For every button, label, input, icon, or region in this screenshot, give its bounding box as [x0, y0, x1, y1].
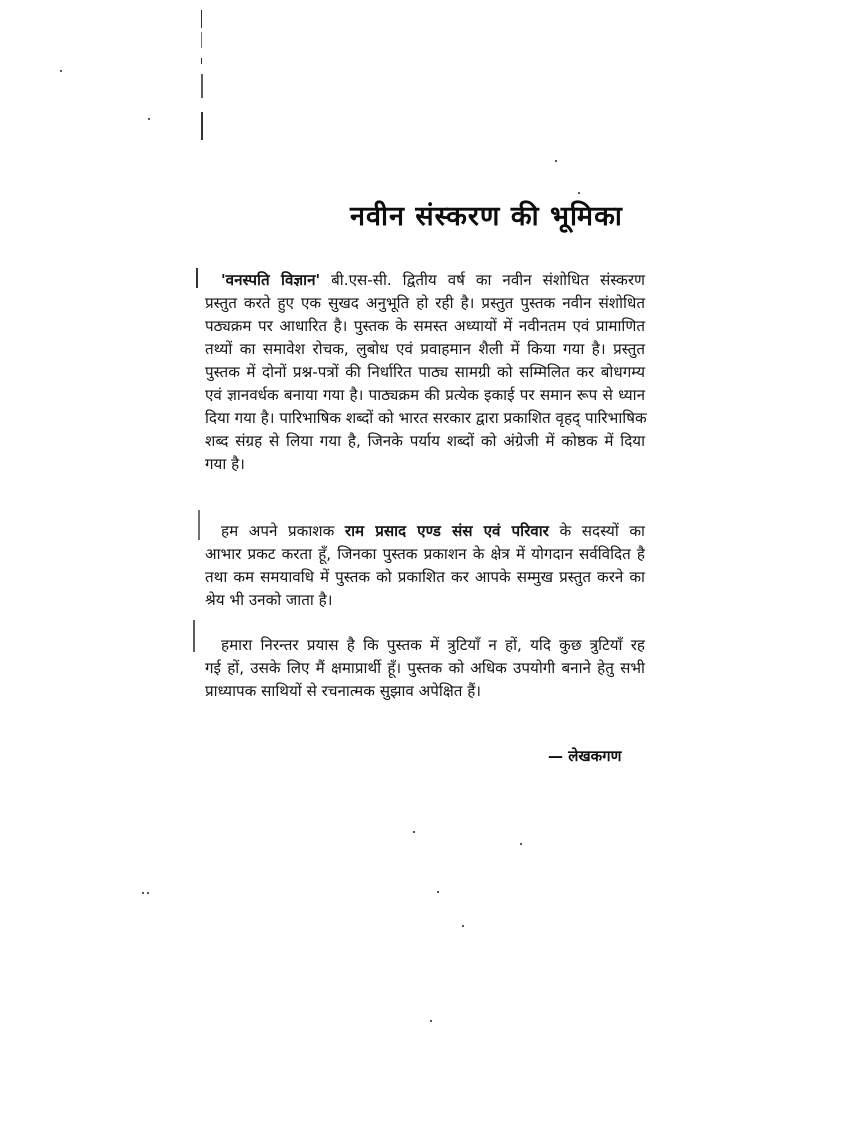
text-line: एवं ज्ञानवर्धक बनाया गया है। पाठ्यक्रम की प्रत्येक इकाई पर समान रूप से ध्यान: [205, 386, 645, 404]
text-line: गया है।: [205, 455, 245, 473]
paragraph-intro: [205, 269, 645, 476]
text-line: [205, 520, 645, 543]
scan-dust: [462, 925, 464, 927]
text-line: गई हों, उसके लिए मैं क्षमाप्रार्थी हूँ। पुस्तक को अधिक उपयोगी बनाने हेतु सभी: [205, 659, 645, 677]
scan-dust: [578, 192, 580, 194]
scan-dust: [147, 892, 149, 894]
text-fragment: के सदस्यों का: [548, 522, 645, 540]
scan-dust: [520, 843, 522, 845]
text-line: तथ्यों का समावेश रोचक, लुबोध एवं प्रवाहमान शैली में किया गया है। प्रस्तुत: [205, 340, 645, 358]
text-line: दिया गया है। पारिभाषिक शब्दों को भारत सरकार द्वारा प्रकाशित वृहद् पारिभाषिक: [205, 409, 647, 427]
scan-artifact-mark: [198, 510, 200, 540]
scan-dust: [555, 160, 557, 162]
scan-dust: [437, 891, 439, 893]
text-fragment: बी.एस-सी. द्वितीय वर्ष का नवीन संशोधित संस्करण: [320, 271, 646, 289]
scan-artifact-mark: [201, 10, 202, 28]
scan-dust: [413, 831, 415, 833]
scan-dust: [430, 1020, 432, 1022]
paragraph-request: [205, 634, 645, 703]
scan-artifact-mark: [196, 268, 198, 288]
page-title: नवीन संस्करण की भूमिका: [350, 201, 623, 232]
signature-authors: — लेखकगण: [548, 747, 622, 765]
text-line: हमारा निरन्तर प्रयास है कि पुस्तक में त्रुटियाँ न हों, यदि कुछ त्रुटियाँ रह: [221, 636, 645, 654]
text-line: तथा कम समयावधि में पुस्तक को प्रकाशित कर आपके सम्मुख प्रस्तुत करने का: [205, 568, 645, 586]
scan-artifact-mark: [201, 74, 203, 98]
text-line: आभार प्रकट करता हूँ, जिनका पुस्तक प्रकाशन के क्षेत्र में योगदान सर्वविदित है: [205, 545, 645, 563]
text-line: [205, 269, 645, 292]
text-line: पुस्तक में दोनों प्रश्न-पत्रों की निर्धारित पाठ्य सामग्री को सम्मिलित कर बोधगम्य: [205, 363, 645, 381]
scan-artifact-mark: [201, 58, 202, 64]
text-line: श्रेय भी उनको जाता है।: [205, 591, 333, 609]
scan-artifact-mark: [193, 620, 195, 652]
book-title: 'वनस्पति विज्ञान': [221, 271, 321, 289]
publisher-name: राम प्रसाद एण्ड संस एवं परिवार: [344, 522, 549, 540]
text-line: शब्द संग्रह से लिया गया है, जिनके पर्याय शब्दों को अंग्रेजी में कोष्ठक में दिया: [205, 432, 645, 450]
text-line: प्रस्तुत करते हुए एक सुखद अनुभूति हो रही है। प्रस्तुत पुस्तक नवीन संशोधित: [205, 294, 645, 312]
text-line: पठ्यक्रम पर आधारित है। पुस्तक के समस्त अध्यायों में नवीनतम एवं प्रामाणित: [205, 317, 645, 335]
scan-artifact-mark: [201, 112, 203, 140]
scan-artifact-mark: [201, 32, 202, 48]
scan-dust: [142, 892, 144, 894]
scan-dust: [60, 70, 62, 72]
scan-dust: [148, 118, 150, 120]
text-fragment: हम अपने प्रकाशक: [221, 522, 345, 540]
text-line: प्राध्यापक साथियों से रचनात्मक सुझाव अपेक्षित हैं।: [205, 682, 482, 700]
paragraph-acknowledgement: [205, 520, 645, 612]
